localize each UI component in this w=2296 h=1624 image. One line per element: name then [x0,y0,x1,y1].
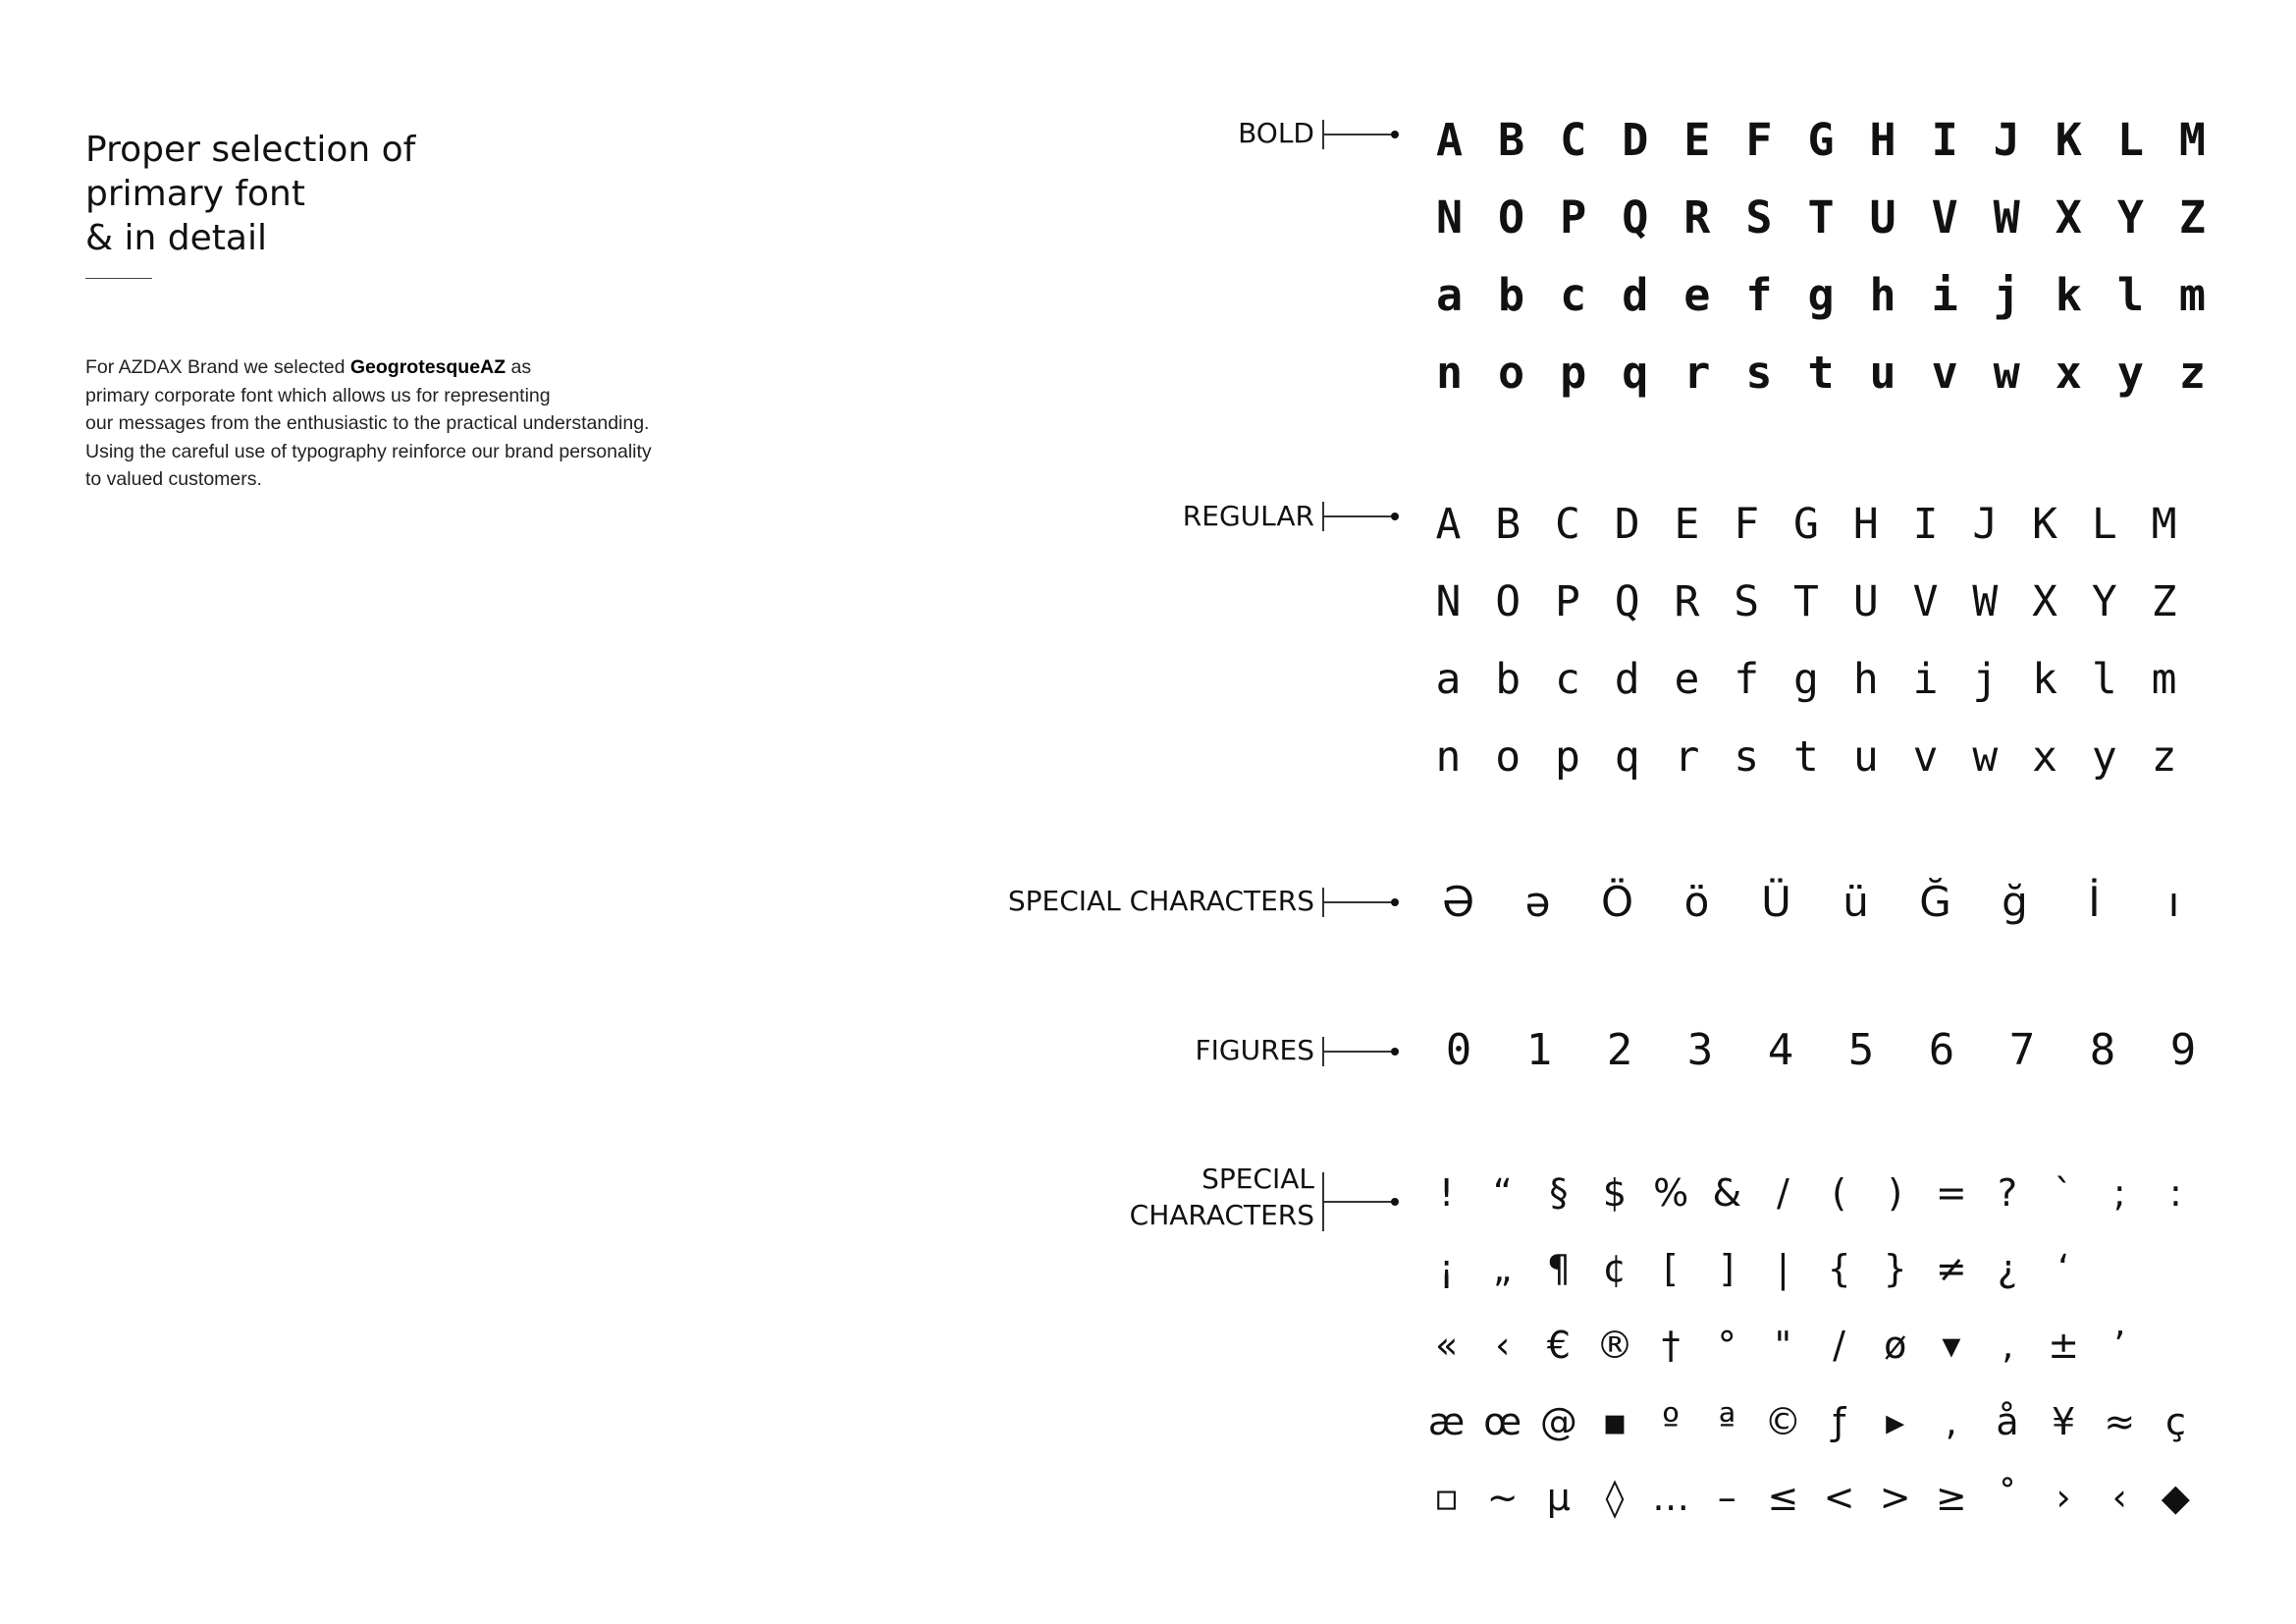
glyph: p [1560,347,1587,399]
glyph: N [1435,576,1462,626]
glyph: H [1852,499,1879,549]
glyph: C [1560,114,1587,166]
glyph [2148,1231,2204,1308]
glyph: g [1793,654,1819,704]
title-divider [85,278,152,279]
glyph: m [2151,654,2177,704]
glyph: > [1879,1476,1911,1520]
glyph: s [1734,731,1760,782]
glyph: L [2091,499,2117,549]
section-label-figures: FIGURES [1195,1034,1314,1066]
description-line: Using the careful use of typography reinforce our brand personality [85,440,652,462]
glyph: z [2178,347,2206,399]
glyph: T [1793,576,1819,626]
glyph: t [1807,347,1835,399]
glyph: ı [2167,877,2180,926]
glyph: @ [1539,1399,1577,1443]
glyph: Ü [1761,877,1791,926]
glyph: C [1554,499,1580,549]
glyph: = [1935,1170,1967,1215]
glyph: § [1549,1170,1569,1215]
glyph: e [1683,269,1711,321]
glyph: 9 [2169,1024,2197,1075]
glyph: ; [2112,1170,2126,1215]
glyph: t [1793,731,1819,782]
glyph [2092,1231,2148,1308]
glyph: i [1912,654,1939,704]
glyph: c [1560,269,1587,321]
glyph: O [1498,191,1525,244]
glyph: U [1869,191,1896,244]
glyph: Z [2178,191,2206,244]
glyph: a [1435,654,1462,704]
glyph: s [1745,347,1773,399]
glyph: i [1931,269,1958,321]
glyph: Q [1622,191,1649,244]
glyph: X [2032,576,2058,626]
glyph: z [2151,731,2177,782]
glyph: e [1674,654,1700,704]
font-name: GeogrotesqueAZ [349,356,507,378]
glyph: ° [1717,1323,1736,1367]
glyph: ® [1595,1323,1633,1367]
glyph: “ [1492,1170,1513,1215]
glyph: ¢ [1602,1247,1628,1291]
glyph-grid-bold [1418,101,2223,411]
glyph: f [1734,654,1760,704]
connector-line [1322,1172,1399,1231]
glyph: a [1435,269,1464,321]
glyph: © [1764,1399,1802,1443]
glyph: S [1745,191,1773,244]
glyph: ▾ [1942,1323,1961,1367]
glyph: ± [2048,1323,2080,1367]
glyph: ç [2164,1399,2186,1443]
glyph: ( [1832,1170,1846,1215]
intro-description [85,353,831,494]
glyph: 4 [1767,1024,1794,1075]
glyph: I [1931,114,1958,166]
glyph: P [1554,576,1580,626]
glyph: v [1931,347,1958,399]
glyph: ▸ [1886,1399,1905,1443]
glyph: ö [1683,877,1710,926]
glyph: T [1807,191,1835,244]
glyph: ! [1438,1170,1455,1215]
glyph: ª [1718,1399,1736,1443]
glyph: D [1614,499,1640,549]
glyph: å [1996,1399,2019,1443]
glyph: % [1653,1170,1689,1215]
glyph: ≠ [1935,1247,1967,1291]
glyph: k [2032,654,2058,704]
glyph: J [1972,499,1999,549]
glyph: { [1827,1247,1851,1291]
glyph: V [1931,191,1958,244]
glyph: l [2116,269,2144,321]
glyph: † [1661,1323,1681,1367]
page-title: Proper selection of primary font & in detail [85,130,416,258]
glyph: 0 [1445,1024,1472,1075]
glyph: h [1869,269,1896,321]
glyph: / [1777,1170,1789,1215]
glyph: u [1852,731,1879,782]
glyph: M [2151,499,2177,549]
glyph: ¿ [1997,1247,2018,1291]
glyph: 5 [1847,1024,1875,1075]
glyph: w [1972,731,1999,782]
description-text: as [506,356,532,378]
glyph: x [2032,731,2058,782]
glyph: 3 [1686,1024,1714,1075]
glyph: q [1614,731,1640,782]
connector-line [1322,120,1399,149]
glyph: k [2055,269,2082,321]
glyph: Q [1614,576,1640,626]
glyph: 1 [1525,1024,1553,1075]
glyph: , [1945,1399,1957,1443]
glyph: B [1495,499,1522,549]
glyph [2148,1307,2204,1383]
glyph: " [1774,1323,1792,1367]
glyph: P [1560,191,1587,244]
glyph: º [1662,1399,1681,1443]
glyph: E [1674,499,1700,549]
glyph: R [1683,191,1711,244]
glyph: h [1852,654,1879,704]
glyph: J [1993,114,2020,166]
glyph: B [1498,114,1525,166]
glyph: F [1734,499,1760,549]
glyph: U [1852,576,1879,626]
glyph: Ö [1600,877,1634,926]
glyph: d [1614,654,1640,704]
glyph: K [2032,499,2058,549]
glyph: q [1622,347,1649,399]
glyph: W [1972,576,1999,626]
glyph: ‘ [2057,1247,2070,1291]
glyph: S [1734,576,1760,626]
glyph: ¶ [1546,1247,1571,1291]
glyph: ▫ [1433,1476,1460,1520]
glyph: ƒ [1832,1399,1846,1443]
glyph: l [2091,654,2117,704]
glyph: ≥ [1935,1476,1967,1520]
glyph: b [1498,269,1525,321]
glyph: M [2178,114,2206,166]
section-label-special-characters: SPECIAL CHARACTERS [1007,885,1314,917]
glyph: x [2055,347,2082,399]
glyph: 8 [2089,1024,2116,1075]
glyph: ▪ [1602,1399,1628,1443]
glyph: Y [2091,576,2117,626]
glyph: r [1674,731,1700,782]
glyph: j [1993,269,2020,321]
glyph: m [2178,269,2206,321]
description-line: primary corporate font which allows us for representing [85,384,551,406]
glyph: ü [1842,877,1869,926]
glyph: … [1652,1476,1690,1520]
description-line [85,353,831,382]
description-text: For AZDAX Brand we selected [85,356,350,378]
label-line: CHARACTERS [1129,1199,1314,1231]
glyph: o [1495,731,1522,782]
connector-line [1322,888,1399,917]
label-line: SPECIAL [1201,1163,1314,1195]
glyph: I [1912,499,1939,549]
glyph: N [1435,191,1464,244]
glyph: › [2056,1476,2071,1520]
glyph: æ [1427,1399,1466,1443]
glyph: y [2091,731,2117,782]
glyph: 6 [1928,1024,1955,1075]
glyph: G [1807,114,1835,166]
glyph: D [1622,114,1649,166]
glyph: ◆ [2161,1476,2191,1520]
glyph: µ [1546,1476,1571,1520]
glyph: v [1912,731,1939,782]
glyph: € [1546,1323,1571,1367]
glyph: u [1869,347,1896,399]
glyph: r [1683,347,1711,399]
connector-line [1322,1037,1399,1066]
glyph: „ [1492,1247,1513,1291]
glyph: d [1622,269,1649,321]
glyph: ) [1888,1170,1903,1215]
glyph: K [2055,114,2082,166]
glyph: V [1912,576,1939,626]
glyph-grid-special-characters-extended [1418,1155,2204,1536]
glyph: ‚ [2001,1323,2014,1367]
glyph: İ [2088,877,2101,926]
glyph: Y [2116,191,2144,244]
glyph: ¡ [1438,1247,1455,1291]
description-line: our messages from the enthusiastic to the practical understanding. [85,412,650,435]
intro-block [85,128,831,494]
glyph: < [1823,1476,1855,1520]
glyph: ] [1719,1247,1735,1291]
glyph: ≈ [2104,1399,2136,1443]
glyph: A [1435,499,1462,549]
glyph: F [1745,114,1773,166]
section-label-regular: REGULAR [1182,500,1314,532]
glyph: f [1745,269,1773,321]
glyph: ‹ [2111,1476,2127,1520]
glyph-grid-special-characters [1418,862,2214,941]
glyph: ğ [2002,877,2028,926]
connector-line [1322,502,1399,531]
glyph: y [2116,347,2144,399]
glyph: o [1498,347,1525,399]
glyph: E [1683,114,1711,166]
glyph: $ [1602,1170,1628,1215]
glyph: w [1993,347,2020,399]
glyph: | [1777,1247,1789,1291]
glyph: ¥ [2052,1399,2076,1443]
section-label-bold: BOLD [1238,117,1314,149]
glyph: ~ [1486,1476,1519,1520]
glyph: & [1712,1170,1742,1215]
glyph: b [1495,654,1522,704]
glyph: ? [1997,1170,2018,1215]
glyph: œ [1483,1399,1522,1443]
glyph: « [1434,1323,1459,1367]
glyph: Ə [1441,877,1475,926]
glyph-grid-regular [1418,485,2194,795]
glyph: A [1435,114,1464,166]
glyph: ˚ [1998,1476,2017,1520]
glyph: – [1717,1476,1736,1520]
glyph: } [1883,1247,1907,1291]
glyph: ə [1524,877,1551,926]
glyph: W [1993,191,2020,244]
glyph: Ğ [1919,877,1951,926]
glyph: ‹ [1495,1323,1511,1367]
glyph: X [2055,191,2082,244]
glyph: L [2116,114,2144,166]
section-label-special-characters-extended [1130,1161,1314,1233]
description-line: to valued customers. [85,468,262,491]
glyph: O [1495,576,1522,626]
glyph: ø [1884,1323,1907,1367]
glyph-grid-figures [1418,1010,2223,1089]
glyph: : [2169,1170,2182,1215]
glyph: ` [2054,1170,2073,1215]
glyph: ◊ [1605,1476,1625,1520]
glyph: Z [2151,576,2177,626]
glyph: g [1807,269,1835,321]
glyph: 2 [1606,1024,1633,1075]
glyph: ≤ [1767,1476,1799,1520]
glyph: [ [1663,1247,1679,1291]
glyph: G [1793,499,1819,549]
glyph: p [1554,731,1580,782]
glyph: H [1869,114,1896,166]
glyph: c [1554,654,1580,704]
glyph: n [1435,347,1464,399]
glyph: R [1674,576,1700,626]
glyph: j [1972,654,1999,704]
glyph: / [1833,1323,1845,1367]
glyph: ’ [2113,1323,2126,1367]
glyph: n [1435,731,1462,782]
glyph: 7 [2008,1024,2036,1075]
